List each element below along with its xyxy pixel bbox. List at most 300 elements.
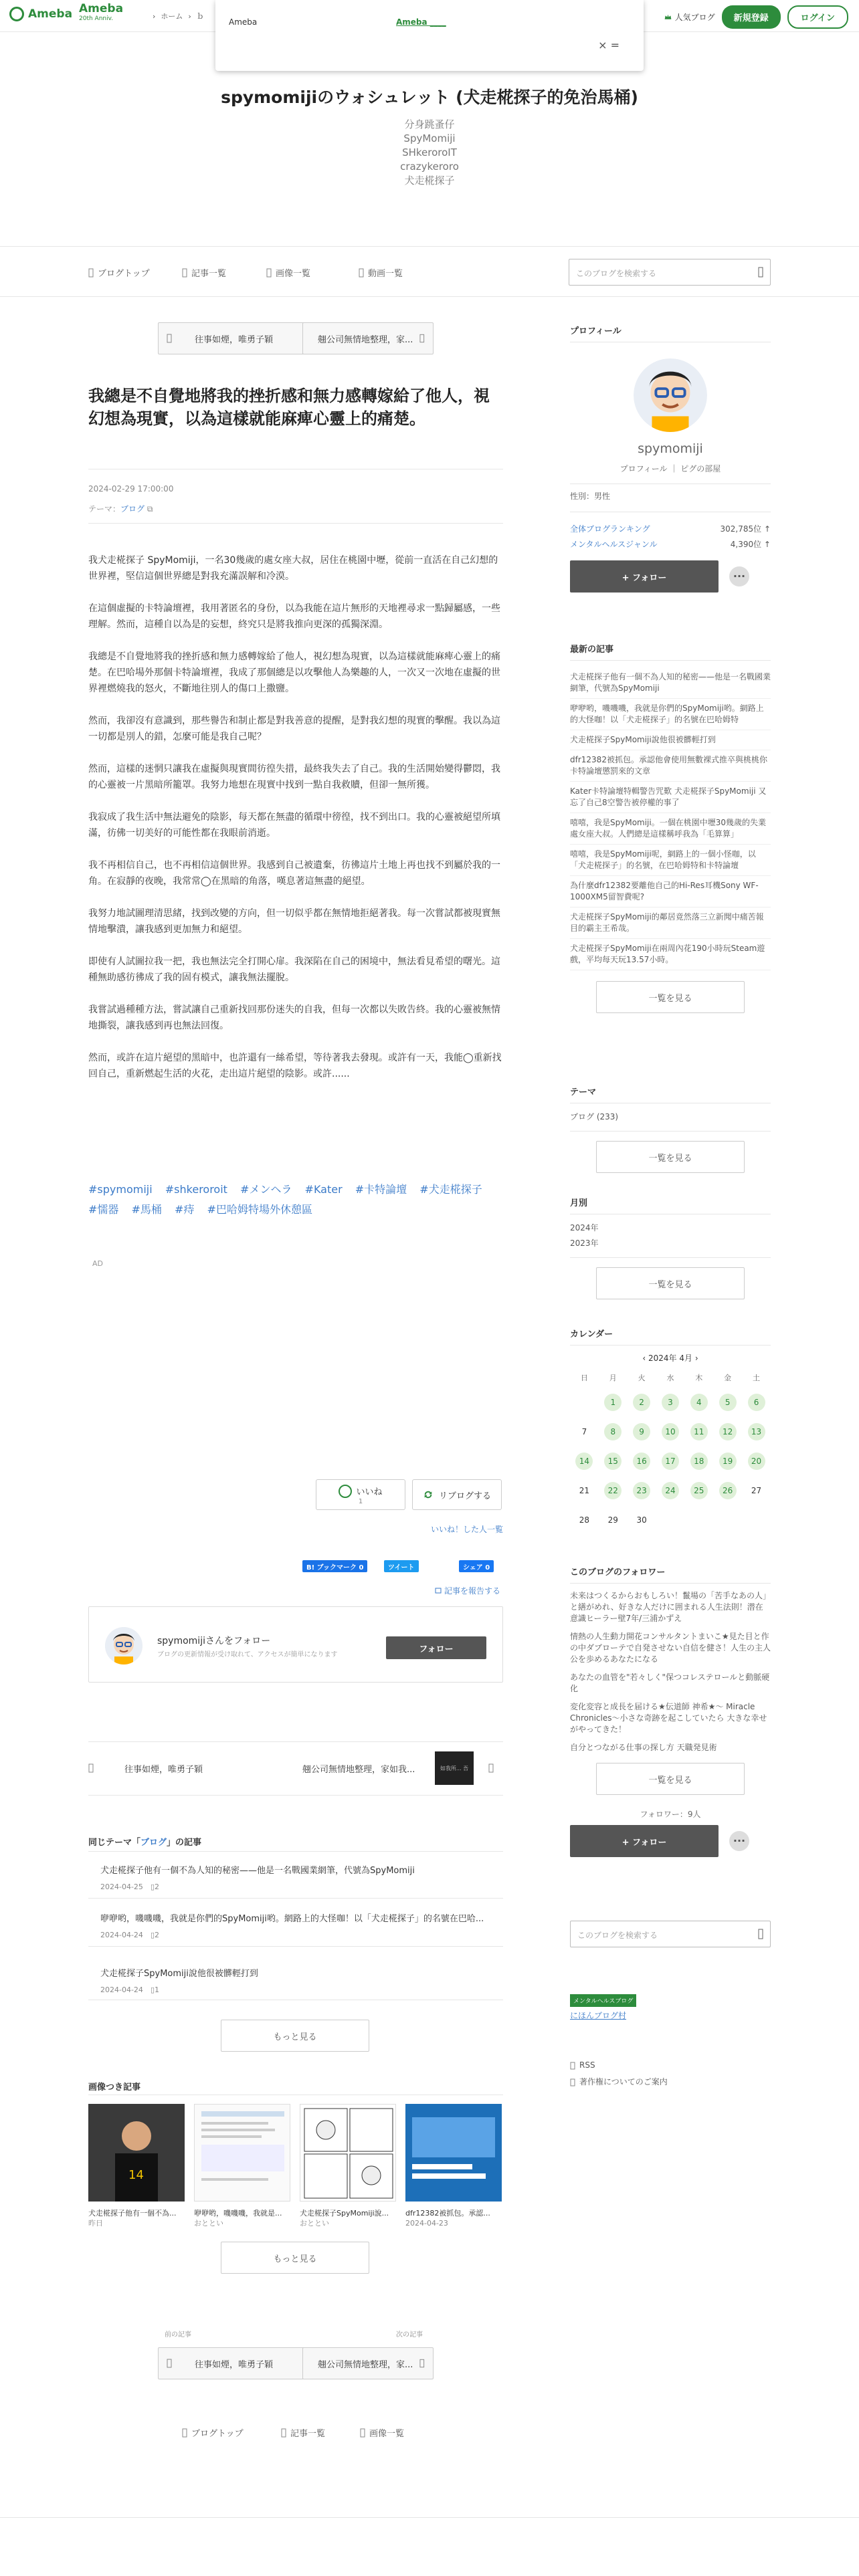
- follower-count: フォロワー：9人: [640, 1810, 701, 1819]
- header-dropdown-panel: [215, 0, 644, 71]
- hashtag-link[interactable]: #spymomiji: [88, 1183, 153, 1196]
- calendar-cell[interactable]: [742, 1417, 771, 1446]
- calendar-day[interactable]: 26: [719, 1482, 737, 1499]
- avatar-illustration: [105, 1627, 142, 1665]
- search-placeholder: このブログを検索する: [576, 269, 657, 278]
- followee-link[interactable]: あなたの血管を"若々しく"保つコレステロールと動脈硬化: [570, 1673, 770, 1693]
- calendar-cell[interactable]: [713, 1388, 742, 1417]
- calendar-day[interactable]: 4: [690, 1394, 708, 1411]
- hashtag-link[interactable]: #巴哈姆特場外休憩區: [207, 1203, 312, 1216]
- calendar-cell[interactable]: [684, 1388, 713, 1417]
- blog-title[interactable]: spymomijiのウォシュレット (犬走椛探子的免治馬桶): [221, 88, 638, 107]
- brand-sub-label: Ameba: [79, 2, 124, 15]
- latest-article-link[interactable]: dfr12382被抓包。承認他會使用無數裸式推卒與桃桃你卡特論壇懲罰來的文章: [570, 750, 771, 782]
- overall-ranking-link[interactable]: 全体ブログランキング: [570, 524, 650, 534]
- calendar-day[interactable]: 23: [633, 1482, 650, 1499]
- calendar-cell: [628, 1505, 656, 1535]
- nav-article-list[interactable]: [182, 266, 226, 279]
- avatar[interactable]: [105, 1627, 142, 1665]
- profile-gender: 性別：男性: [570, 492, 611, 501]
- chevron-left-icon: [167, 2359, 172, 2368]
- calendar-day[interactable]: 16: [633, 1453, 650, 1470]
- article-paragraph: 在這個虛擬的卡特論壇裡，我用著匿名的身份，以為我能在這片無形的天地裡尋求一點歸屬感，一些理解。然而，這種自以為是的妄想，終究只是將我推向更深的孤獨深淵。: [88, 603, 500, 630]
- like-count: 1: [358, 1497, 363, 1505]
- hashtag-link[interactable]: #犬走椛探子: [419, 1183, 482, 1196]
- theme-link-icon: ⧉: [145, 504, 153, 514]
- sidebar-latest: [570, 642, 771, 1013]
- article-paragraph: 然而，這樣的迷惘只讓我在虛擬與現實間彷徨失措，最終我失去了自己。我的生活開始變得鬱悶，我的心靈被一片黑暗所籠罩。我努力地想在現實中找到一點自我救贖，但卻一無所獲。: [88, 764, 500, 790]
- calendar-cell: [570, 1505, 599, 1535]
- nav-label: 画像一覧: [276, 269, 311, 279]
- ameba-logo[interactable]: [9, 7, 72, 21]
- blog-desc-line: crazykeroro: [400, 160, 459, 173]
- calendar-empty-cell: [684, 1505, 713, 1535]
- calendar-weekday: 日: [580, 1374, 588, 1382]
- copyright-link[interactable]: [570, 2076, 771, 2088]
- image-post-date: 2024-04-23: [405, 2219, 448, 2228]
- followees-title: このブログのフォロワー: [570, 1568, 666, 1578]
- image-post-thumbnail[interactable]: [194, 2104, 290, 2202]
- related-article-comments: 2: [155, 1931, 159, 1939]
- footer-nav-label: ブログトップ: [191, 2429, 244, 2439]
- nav-video-list[interactable]: [359, 266, 403, 279]
- latest-more-button[interactable]: 一覧を見る: [596, 981, 745, 1013]
- sidebar-search-placeholder: このブログを検索する: [577, 1931, 658, 1940]
- footer-nav-label: 記事一覧: [290, 2429, 326, 2439]
- calendar-cell: [570, 1476, 599, 1505]
- calendar-day[interactable]: 20: [748, 1453, 765, 1470]
- article-title[interactable]: 我總是不自覺地將我的挫折感和無力感轉嫁給了他人，視幻想為現實，以為這樣就能麻痺心靈上的痛楚。: [88, 387, 490, 428]
- article-date: 2024-02-29 17:00:00: [88, 484, 174, 494]
- related-article-date: 2024-04-24: [100, 1985, 143, 1994]
- bottom-prev-label: 往事如煙，唯勇子穎: [195, 2359, 274, 2370]
- footer-divider: [0, 2517, 859, 2518]
- calendar-day: 21: [579, 1486, 590, 1495]
- related-article-comments: 2: [155, 1883, 159, 1891]
- hatena-bookmark-button[interactable]: B! ブックマーク 0: [302, 1560, 367, 1572]
- divider: [570, 1345, 771, 1346]
- image-post-caption: [194, 2208, 290, 2228]
- theme-label: テーマ：: [88, 504, 121, 514]
- sidebar-monthly: [570, 1196, 771, 1299]
- calendar-cell[interactable]: [656, 1446, 685, 1476]
- list-icon: [182, 268, 187, 278]
- related-article-title: 犬走椛探子他有一個不為人知的秘密——他是一名戰國業網筆，代號為SpyMomiji: [100, 1866, 415, 1876]
- calendar-day[interactable]: 5: [719, 1394, 737, 1411]
- genre-ranking-value: 4,390位 ↑: [730, 540, 771, 549]
- image-post-thumbnail[interactable]: [405, 2104, 502, 2202]
- pigg-room-link[interactable]: ピグの部屋: [680, 464, 721, 473]
- register-button[interactable]: 新規登録: [722, 5, 781, 29]
- followee-link[interactable]: 情熱の人生動力開花コンサルタントまいこ★見た目と作の中ダブローテで自発させない自信を健さ！人生の主人公を歩めるあなたになる: [570, 1632, 771, 1664]
- next-article-button[interactable]: [302, 322, 434, 354]
- related-article-link[interactable]: [100, 1863, 502, 1892]
- breadcrumb-blog[interactable]: ｂ: [196, 12, 204, 21]
- article-paragraph: 我努力地試圖理清思緒，找到改變的方向，但一切似乎都在無情地拒絕著我。每一次嘗試都被現實無情地擊潰，讓我感到更加無力和絕望。: [88, 908, 500, 935]
- bottom-next-label: 翹公司無情地整理，家...: [318, 2359, 413, 2370]
- image-post-caption: [88, 2208, 185, 2228]
- calendar-cell[interactable]: [684, 1476, 713, 1505]
- tweet-button[interactable]: ツイート: [384, 1560, 419, 1572]
- followee-link[interactable]: 自分とつながる仕事の探し方 天職発見術: [570, 1743, 717, 1752]
- calendar-day[interactable]: 18: [690, 1453, 708, 1470]
- divider: [88, 523, 503, 524]
- ranking-badge-image[interactable]: メンタルヘルスブログ: [570, 1994, 636, 2007]
- calendar-day[interactable]: 11: [690, 1423, 708, 1440]
- hashtag-link[interactable]: #shkeroroit: [165, 1183, 227, 1196]
- divider: [88, 1946, 503, 1947]
- calendar-day: 27: [751, 1486, 762, 1495]
- latest-article-link[interactable]: 咿咿哟，嘰嘰嘰，我就是你們的SpyMomiji哟。網路上的大怪咖！以「犬走椛探子」的名號在巴哈姆特: [570, 699, 771, 730]
- calendar-next-icon[interactable]: ›: [692, 1354, 698, 1363]
- hashtag-link[interactable]: #Kater: [304, 1183, 343, 1196]
- sidebar-follow-button-2[interactable]: + フォロー: [570, 1825, 719, 1857]
- calendar-empty-cell: [713, 1505, 742, 1535]
- followee-link[interactable]: 変化変容と成長を届ける★伝道師 神希★〜 Miracle Chronicles〜小さな奇跡を起こしていたら 大きな幸せがやってきた！: [570, 1702, 767, 1734]
- related-article-title: 咿咿哟，嘰嘰嘰，我就是你們的SpyMomiji哟。網路上的大怪咖！以「犬走椛探子」的名號在巴哈...: [100, 1914, 484, 1924]
- article-paragraph: 然而，我卻沒有意識到，那些譽告和制止都是對我善意的提醒，是對我幻想的現實的擊醒。我以為這一切都是別人的錯，怎麼可能是我自己呢？: [88, 716, 500, 742]
- calendar-day[interactable]: 14: [575, 1453, 593, 1470]
- brand-label: Ameba: [28, 7, 73, 21]
- hashtag-link[interactable]: #懦器: [88, 1203, 119, 1216]
- ad-label: AD: [92, 1259, 103, 1268]
- ameba-20th-logo[interactable]: [79, 4, 123, 24]
- liked-users-link[interactable]: いいね！した人一覧: [431, 1525, 504, 1534]
- comment-icon: ▯: [150, 1883, 155, 1891]
- article-paragraph: 然而，或許在這片絕望的黑暗中，也許還有一絲希望，等待著我去發現。或許有一天，我能◯重新找回自己，重新燃起生活的火花，走出這片絕望的陰影。或許......: [88, 1053, 502, 1079]
- comment-icon: ▯: [150, 1931, 155, 1939]
- blog-desc-line: SpyMomiji: [403, 132, 456, 144]
- image-post-thumbnail[interactable]: [300, 2104, 396, 2202]
- footer-nav-label: 画像一覧: [369, 2429, 405, 2439]
- prev-neighbor-label: 往事如煙，唯勇子穎: [124, 1764, 203, 1775]
- prev-neighbor-link[interactable]: [88, 1743, 289, 1794]
- calendar-prev-icon[interactable]: ‹: [642, 1354, 648, 1363]
- hashtag-list: [88, 1180, 503, 1220]
- related-article-link[interactable]: [100, 1911, 502, 1940]
- reblog-icon: [423, 1489, 434, 1500]
- calendar-weekday: 金: [724, 1374, 732, 1382]
- nav-blog-top[interactable]: [88, 266, 150, 279]
- latest-article-link[interactable]: 嘻嘻，我是SpyMomiji呢，網路上的一個小怪咖，以「犬走椛探子」的名號，在巴哈姆特和卡特論壇: [570, 845, 771, 876]
- follow-card: [88, 1606, 503, 1683]
- image-post-caption: [405, 2208, 502, 2228]
- profile-link[interactable]: プロフィール: [619, 464, 668, 473]
- blog-description: [0, 118, 859, 188]
- comment-icon: ▯: [150, 1985, 155, 1994]
- related-article-date: 2024-04-25: [100, 1883, 143, 1891]
- nav-image-list[interactable]: [266, 266, 310, 279]
- calendar-cell[interactable]: [742, 1446, 771, 1476]
- calendar-cell[interactable]: [656, 1417, 685, 1446]
- list-icon: [281, 2428, 286, 2438]
- image-posts-title: 画像つき記事: [88, 2082, 141, 2092]
- sidebar-search: [570, 1921, 771, 1947]
- calendar-cell[interactable]: [599, 1388, 628, 1417]
- dropdown-link[interactable]: Ameba ____: [396, 17, 446, 27]
- calendar-day[interactable]: 3: [662, 1394, 679, 1411]
- photo-person-image: [88, 2104, 185, 2202]
- calendar-weekday: 月: [609, 1374, 617, 1382]
- related-title-prefix: 同じテーマ「: [88, 1838, 141, 1848]
- image-post-title[interactable]: 咿咿哟，嘰嘰嘰，我就是...: [194, 2209, 282, 2218]
- divider: [88, 1741, 503, 1742]
- article-body: [88, 552, 503, 1098]
- calendar-cell[interactable]: [713, 1446, 742, 1476]
- hashtag-link[interactable]: #馬桶: [131, 1203, 162, 1216]
- login-button[interactable]: ログイン: [787, 5, 848, 29]
- calendar-weekday: 火: [638, 1374, 646, 1382]
- like-icon: [339, 1485, 352, 1498]
- rss-link[interactable]: [570, 2060, 771, 2071]
- breadcrumb: [153, 11, 204, 21]
- hashtag-link[interactable]: #痔: [175, 1203, 195, 1216]
- like-button[interactable]: [316, 1479, 405, 1510]
- image-post-thumbnail[interactable]: [88, 2104, 185, 2202]
- follow-card-name: spymomijiさんをフォロー: [157, 1636, 271, 1646]
- calendar-cell[interactable]: [742, 1388, 771, 1417]
- info-icon: [570, 2078, 575, 2086]
- calendar-title: カレンダー: [570, 1329, 613, 1339]
- blog-desc-line: 犬走椛探子: [404, 175, 455, 187]
- calendar-weekday: 水: [666, 1374, 674, 1382]
- report-article-link[interactable]: [435, 1585, 500, 1596]
- calendar-month-nav: [570, 1352, 771, 1364]
- image-posts-more-button[interactable]: もっと見る: [221, 2242, 369, 2274]
- calendar-grid: [570, 1368, 771, 1535]
- rss-label: RSS: [579, 2060, 595, 2070]
- profile-avatar[interactable]: [634, 358, 707, 432]
- comic-image: [300, 2105, 396, 2202]
- dropdown-label: Ameba: [229, 17, 258, 27]
- article-paragraph: 我寂成了我生活中無法避免的陰影，每天都在無盡的循環中徬徨，找不到出口。我的心靈被絕望所填滿，彷佛一切美好的可能性都在我眼前消逝。: [88, 812, 500, 839]
- related-section-title: [88, 1835, 201, 1848]
- sidebar-search-input[interactable]: [570, 1921, 771, 1947]
- calendar-cell[interactable]: [656, 1476, 685, 1505]
- calendar-cell[interactable]: [599, 1446, 628, 1476]
- sidebar-footer-links: [570, 2060, 771, 2088]
- calendar-day[interactable]: 15: [604, 1453, 622, 1470]
- calendar-day[interactable]: 10: [662, 1423, 679, 1440]
- news-image: [405, 2104, 502, 2202]
- next-neighbor-label: 翹公司無情地整理，家如我...: [302, 1764, 415, 1775]
- calendar-cell[interactable]: [628, 1417, 656, 1446]
- calendar-empty-cell: [570, 1388, 599, 1417]
- calendar-cell[interactable]: [628, 1388, 656, 1417]
- theme-more-button[interactable]: 一覧を見る: [596, 1141, 745, 1173]
- breadcrumb-sep: ›: [188, 11, 191, 21]
- image-icon: [266, 268, 272, 278]
- calendar-cell[interactable]: [713, 1417, 742, 1446]
- chevron-right-icon: [419, 2359, 425, 2368]
- image-post-title[interactable]: dfr12382被抓包。承認...: [405, 2209, 490, 2218]
- popular-blog-label: 人気ブログ: [674, 13, 715, 22]
- copyright-label: 著作権についてのご案内: [579, 2077, 668, 2086]
- calendar-day[interactable]: 13: [748, 1423, 765, 1440]
- calendar-empty-cell: [742, 1505, 771, 1535]
- search-icon[interactable]: [758, 267, 763, 278]
- prev-label: 前の記事: [165, 2331, 191, 2339]
- sidebar-ranking-badge: [570, 1993, 771, 2021]
- related-more-button[interactable]: もっと見る: [221, 2020, 369, 2052]
- calendar-day[interactable]: 12: [719, 1423, 737, 1440]
- monthly-title: 月別: [570, 1198, 588, 1208]
- divider: [570, 1257, 771, 1258]
- image-post-title[interactable]: 犬走椛探子SpyMomiji說...: [300, 2209, 389, 2218]
- article-paragraph: 我總是不自覺地將我的挫折感和無力感轉嫁給了他人，視幻想為現實，以為這樣就能麻痺心靈上的痛楚。在巴哈場外那個卡特論壇裡，我成了那個總是以攻擊他人為樂趣的人，一次又一次地在虛擬的世界裡燃燒我的怒火，不斷地往別人的傷口上撒鹽。: [88, 651, 500, 694]
- video-icon: [359, 268, 364, 278]
- latest-article-link[interactable]: 犬走椛探子他有一個不為人知的秘密——他是一名戰國業網筆，代號為SpyMomiji: [570, 667, 771, 699]
- next-article-label: 翹公司無情地整理，家...: [318, 334, 413, 345]
- follow-button[interactable]: フォロー: [386, 1636, 486, 1659]
- theme-title: テーマ: [570, 1087, 597, 1097]
- footer-nav-image-list[interactable]: [360, 2426, 404, 2439]
- reblog-label: リブログする: [438, 1491, 491, 1501]
- month-link[interactable]: 2024年: [570, 1223, 599, 1232]
- svg-text:14: 14: [128, 2168, 144, 2182]
- sidebar-profile: [570, 324, 771, 594]
- calendar-day[interactable]: 2: [633, 1394, 650, 1411]
- related-article-link[interactable]: [100, 1966, 502, 1995]
- next-label: 次の記事: [396, 2331, 423, 2339]
- page-icon: [182, 2428, 187, 2438]
- profile-link-sep: ｜: [670, 464, 678, 473]
- calendar-weekday: 土: [753, 1374, 761, 1382]
- reblog-button[interactable]: [412, 1479, 502, 1510]
- related-article-date: 2024-04-24: [100, 1931, 143, 1939]
- article-paragraph: 我不再相信自己，也不再相信這個世界。我感到自己被遺棄，彷彿這片土地上再也找不到屬於我的一角。在寂靜的夜晚，我常常◯在黑暗的角落，嘆息著這無盡的絕望。: [88, 860, 500, 887]
- calendar-cell[interactable]: [656, 1388, 685, 1417]
- hashtag-link[interactable]: #卡特論壇: [355, 1183, 407, 1196]
- footer-nav-article-list[interactable]: [281, 2426, 325, 2439]
- image-post-date: 昨日: [88, 2219, 103, 2228]
- sidebar-follow-button[interactable]: + フォロー: [570, 560, 719, 593]
- related-article-comments: 1: [155, 1985, 159, 1994]
- calendar-cell[interactable]: [628, 1476, 656, 1505]
- calendar-day[interactable]: 8: [604, 1423, 622, 1440]
- facebook-share-button[interactable]: シェア 0: [459, 1560, 494, 1572]
- article-theme: [88, 503, 153, 514]
- calendar-cell[interactable]: [599, 1476, 628, 1505]
- monthly-more-button[interactable]: 一覧を見る: [596, 1267, 745, 1299]
- nav-label: 動画一覧: [368, 269, 403, 279]
- hashtag-link[interactable]: #メンヘラ: [240, 1183, 292, 1196]
- divider: [88, 1851, 503, 1852]
- follow-card-subtitle: ブログの更新情報が受け取れて、アクセスが簡単になります: [157, 1651, 338, 1658]
- popular-blog-link[interactable]: [664, 11, 715, 23]
- divider: [88, 1898, 503, 1899]
- followees-more-button[interactable]: 一覧を見る: [596, 1763, 745, 1795]
- month-link[interactable]: 2023年: [570, 1239, 599, 1248]
- calendar-day[interactable]: 9: [633, 1423, 650, 1440]
- chevron-left-icon: [167, 334, 172, 343]
- latest-list: [570, 667, 771, 970]
- latest-article-link[interactable]: 犬走椛探子SpyMomiji在兩周內花190小時玩Steam遊戲，平均每天玩13.57小時。: [570, 939, 771, 970]
- calendar-day[interactable]: 22: [604, 1482, 622, 1499]
- nav-label: 記事一覧: [191, 269, 227, 279]
- calendar-cell[interactable]: [713, 1476, 742, 1505]
- next-neighbor-thumbnail: 如我所... 吾: [435, 1751, 474, 1785]
- latest-article-link[interactable]: 犬走椛探子SpyMomiji的鄰居竟然落三立新聞中痛苦報目的霸主王希哉。: [570, 907, 771, 939]
- calendar-day: 28: [579, 1515, 590, 1525]
- divider: [570, 1583, 771, 1584]
- crown-icon: [664, 13, 672, 21]
- latest-article-link[interactable]: 為什麼dfr12382要離他自己的Hi-Res耳機Sony WF-1000XM5留智費呢?: [570, 876, 771, 907]
- calendar-cell: [742, 1476, 771, 1505]
- calendar-day[interactable]: 6: [748, 1394, 765, 1411]
- nav-label: ブログトップ: [98, 269, 150, 279]
- calendar-cell: [570, 1417, 599, 1446]
- blog-nav: [0, 246, 859, 297]
- calendar-cell[interactable]: [628, 1446, 656, 1476]
- calendar-weekday: 木: [695, 1374, 703, 1382]
- prev-article-label: 往事如煙，唯勇子穎: [195, 334, 274, 345]
- theme-item-link[interactable]: ブログ (233): [570, 1112, 619, 1121]
- like-label: いいね: [356, 1487, 383, 1497]
- blog-desc-line: 分身跳蚤仔: [404, 118, 455, 130]
- latest-article-link[interactable]: 嘻嘻，我是SpyMomiji。一個在桃園中壢30幾歲的失業處女座大叔。人們總是這樣稱呼我為「毛算算」: [570, 813, 771, 845]
- more-options-icon[interactable]: ···: [729, 1831, 749, 1851]
- search-icon[interactable]: [758, 1929, 763, 1939]
- latest-article-link[interactable]: 犬走椛探子SpyMomiji說他很被髒輕打到: [570, 730, 771, 750]
- latest-article-link[interactable]: Kater卡特論壇特輯警告咒歎 犬走椛探子SpyMomiji 又忘了自己8空警告被停權的事了: [570, 782, 771, 813]
- page-icon: [88, 268, 94, 278]
- calendar-cell[interactable]: [570, 1446, 599, 1476]
- chevron-right-icon: [419, 334, 425, 343]
- article-paragraph: 我犬走椛探子 SpyMomiji，一名30幾歲的處女座大叔，居住在桃園中壢，從前一直活在自己幻想的世界裡，堅信這個世界總是對我充滿誤解和冷漠。: [88, 555, 498, 582]
- article-paragraph: 我嘗試過種種方法，嘗試讓自己重新找回那份迷失的自我，但每一次都以失敗告終。我的心靈被無情地撕裂，讓我感到再也無法回復。: [88, 1004, 500, 1031]
- more-options-icon[interactable]: ···: [729, 566, 749, 586]
- genre-ranking-link[interactable]: メンタルヘルスジャンル: [570, 540, 658, 549]
- calendar-day[interactable]: 25: [690, 1482, 708, 1499]
- breadcrumb-home[interactable]: ホーム: [161, 12, 183, 21]
- calendar-cell[interactable]: [599, 1417, 628, 1446]
- followee-link[interactable]: 未来はつくるからおもしろい！鬣場の「苦手なあの人」と繕がめれ、好きな人だけに囲まれる人生法則！潜在意識ヒーラー壁7年/三浦かずえ: [570, 1591, 771, 1623]
- image-icon: [360, 2428, 365, 2438]
- calendar-empty-cell: [656, 1505, 685, 1535]
- related-theme-link[interactable]: ブログ: [140, 1838, 167, 1848]
- theme-link[interactable]: ブログ: [120, 504, 145, 514]
- blog-search-input[interactable]: [569, 259, 771, 286]
- sidebar-calendar: [570, 1327, 771, 1535]
- calendar-day[interactable]: 19: [719, 1453, 737, 1470]
- ranking-badge-link[interactable]: にほんブログ村: [570, 2011, 627, 2020]
- calendar-day[interactable]: 17: [662, 1453, 679, 1470]
- breadcrumb-sep: ›: [153, 11, 156, 21]
- related-article-title: 犬走椛探子SpyMomiji說他很被髒輕打到: [100, 1969, 258, 1979]
- image-post-caption: [300, 2208, 396, 2228]
- chevron-right-icon: [488, 1763, 494, 1773]
- next-neighbor-link[interactable]: [302, 1743, 503, 1794]
- profile-title: プロフィール: [570, 326, 622, 336]
- chevron-left-icon: [88, 1763, 94, 1773]
- profile-name[interactable]: spymomiji: [638, 441, 703, 456]
- calendar-cell[interactable]: [684, 1417, 713, 1446]
- flag-icon: [435, 1588, 442, 1594]
- footer-nav-blog-top[interactable]: [182, 2426, 244, 2439]
- dropdown-close-button[interactable]: × =: [598, 39, 619, 51]
- sidebar-followees: [570, 1565, 771, 1858]
- calendar-cell[interactable]: [684, 1446, 713, 1476]
- image-post-title[interactable]: 犬走椛探子他有一個不為...: [88, 2209, 177, 2218]
- bottom-next-article-button[interactable]: [302, 2347, 434, 2379]
- screenshot-image: [195, 2105, 290, 2202]
- divider: [570, 1131, 771, 1132]
- calendar-day: 30: [636, 1515, 647, 1525]
- calendar-day[interactable]: 1: [604, 1394, 622, 1411]
- calendar-day[interactable]: 24: [662, 1482, 679, 1499]
- overall-ranking-value: 302,785位 ↑: [720, 524, 771, 534]
